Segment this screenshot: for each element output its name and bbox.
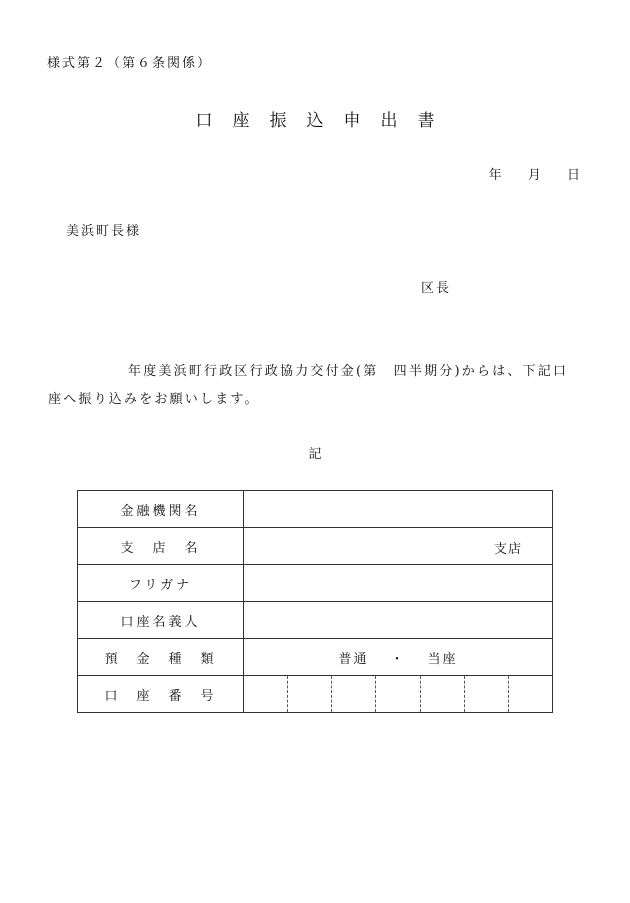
account-number-row [78,676,553,713]
document-title: 口座振込申出書 [195,111,455,131]
holder-row [78,602,553,639]
request-text: 年度美浜町行政区行政協力交付金(第 四半期分)からは、下記口座へ振り込みをお願いします。 [48,364,569,407]
holder-field[interactable] [244,602,553,639]
account-type-separator: ・ [390,651,406,667]
branch-field[interactable] [244,528,553,565]
account-digit-4[interactable] [375,676,419,712]
account-type-current[interactable]: 当座 [427,651,458,667]
account-number-field [244,676,553,713]
form-number: 様式第２（第６条関係） [47,56,213,71]
branch-suffix: 支店 [493,542,522,557]
bank-label: 金融機関名 [78,491,244,528]
furigana-field[interactable] [244,565,553,602]
date-month: 月 [527,168,541,183]
account-type-field [244,639,553,676]
account-type-ordinary[interactable]: 普通 [338,651,369,667]
addressee: 美浜町長様 [66,224,142,239]
bank-row [78,491,553,528]
account-digit-6[interactable] [464,676,508,712]
account-type-label: 預 金 種 類 [78,639,244,676]
account-digit-7[interactable] [508,676,552,712]
bank-account-table [77,490,553,713]
holder-label: 口座名義人 [78,602,244,639]
date-line [489,164,580,183]
branch-row [78,528,553,565]
account-digit-2[interactable] [287,676,331,712]
furigana-label: フリガナ [78,565,244,602]
branch-label: 支 店 名 [78,528,244,565]
account-digit-3[interactable] [331,676,375,712]
bank-field[interactable] [244,491,553,528]
ki-heading: 記 [308,447,322,462]
furigana-row [78,565,553,602]
date-day: 日 [566,168,580,183]
account-digit-5[interactable] [420,676,464,712]
applicant-label: 区長 [421,281,452,296]
date-year: 年 [488,168,502,183]
account-type-row [78,639,553,676]
account-digit-1[interactable] [244,676,287,712]
account-number-label: 口 座 番 号 [78,676,244,713]
